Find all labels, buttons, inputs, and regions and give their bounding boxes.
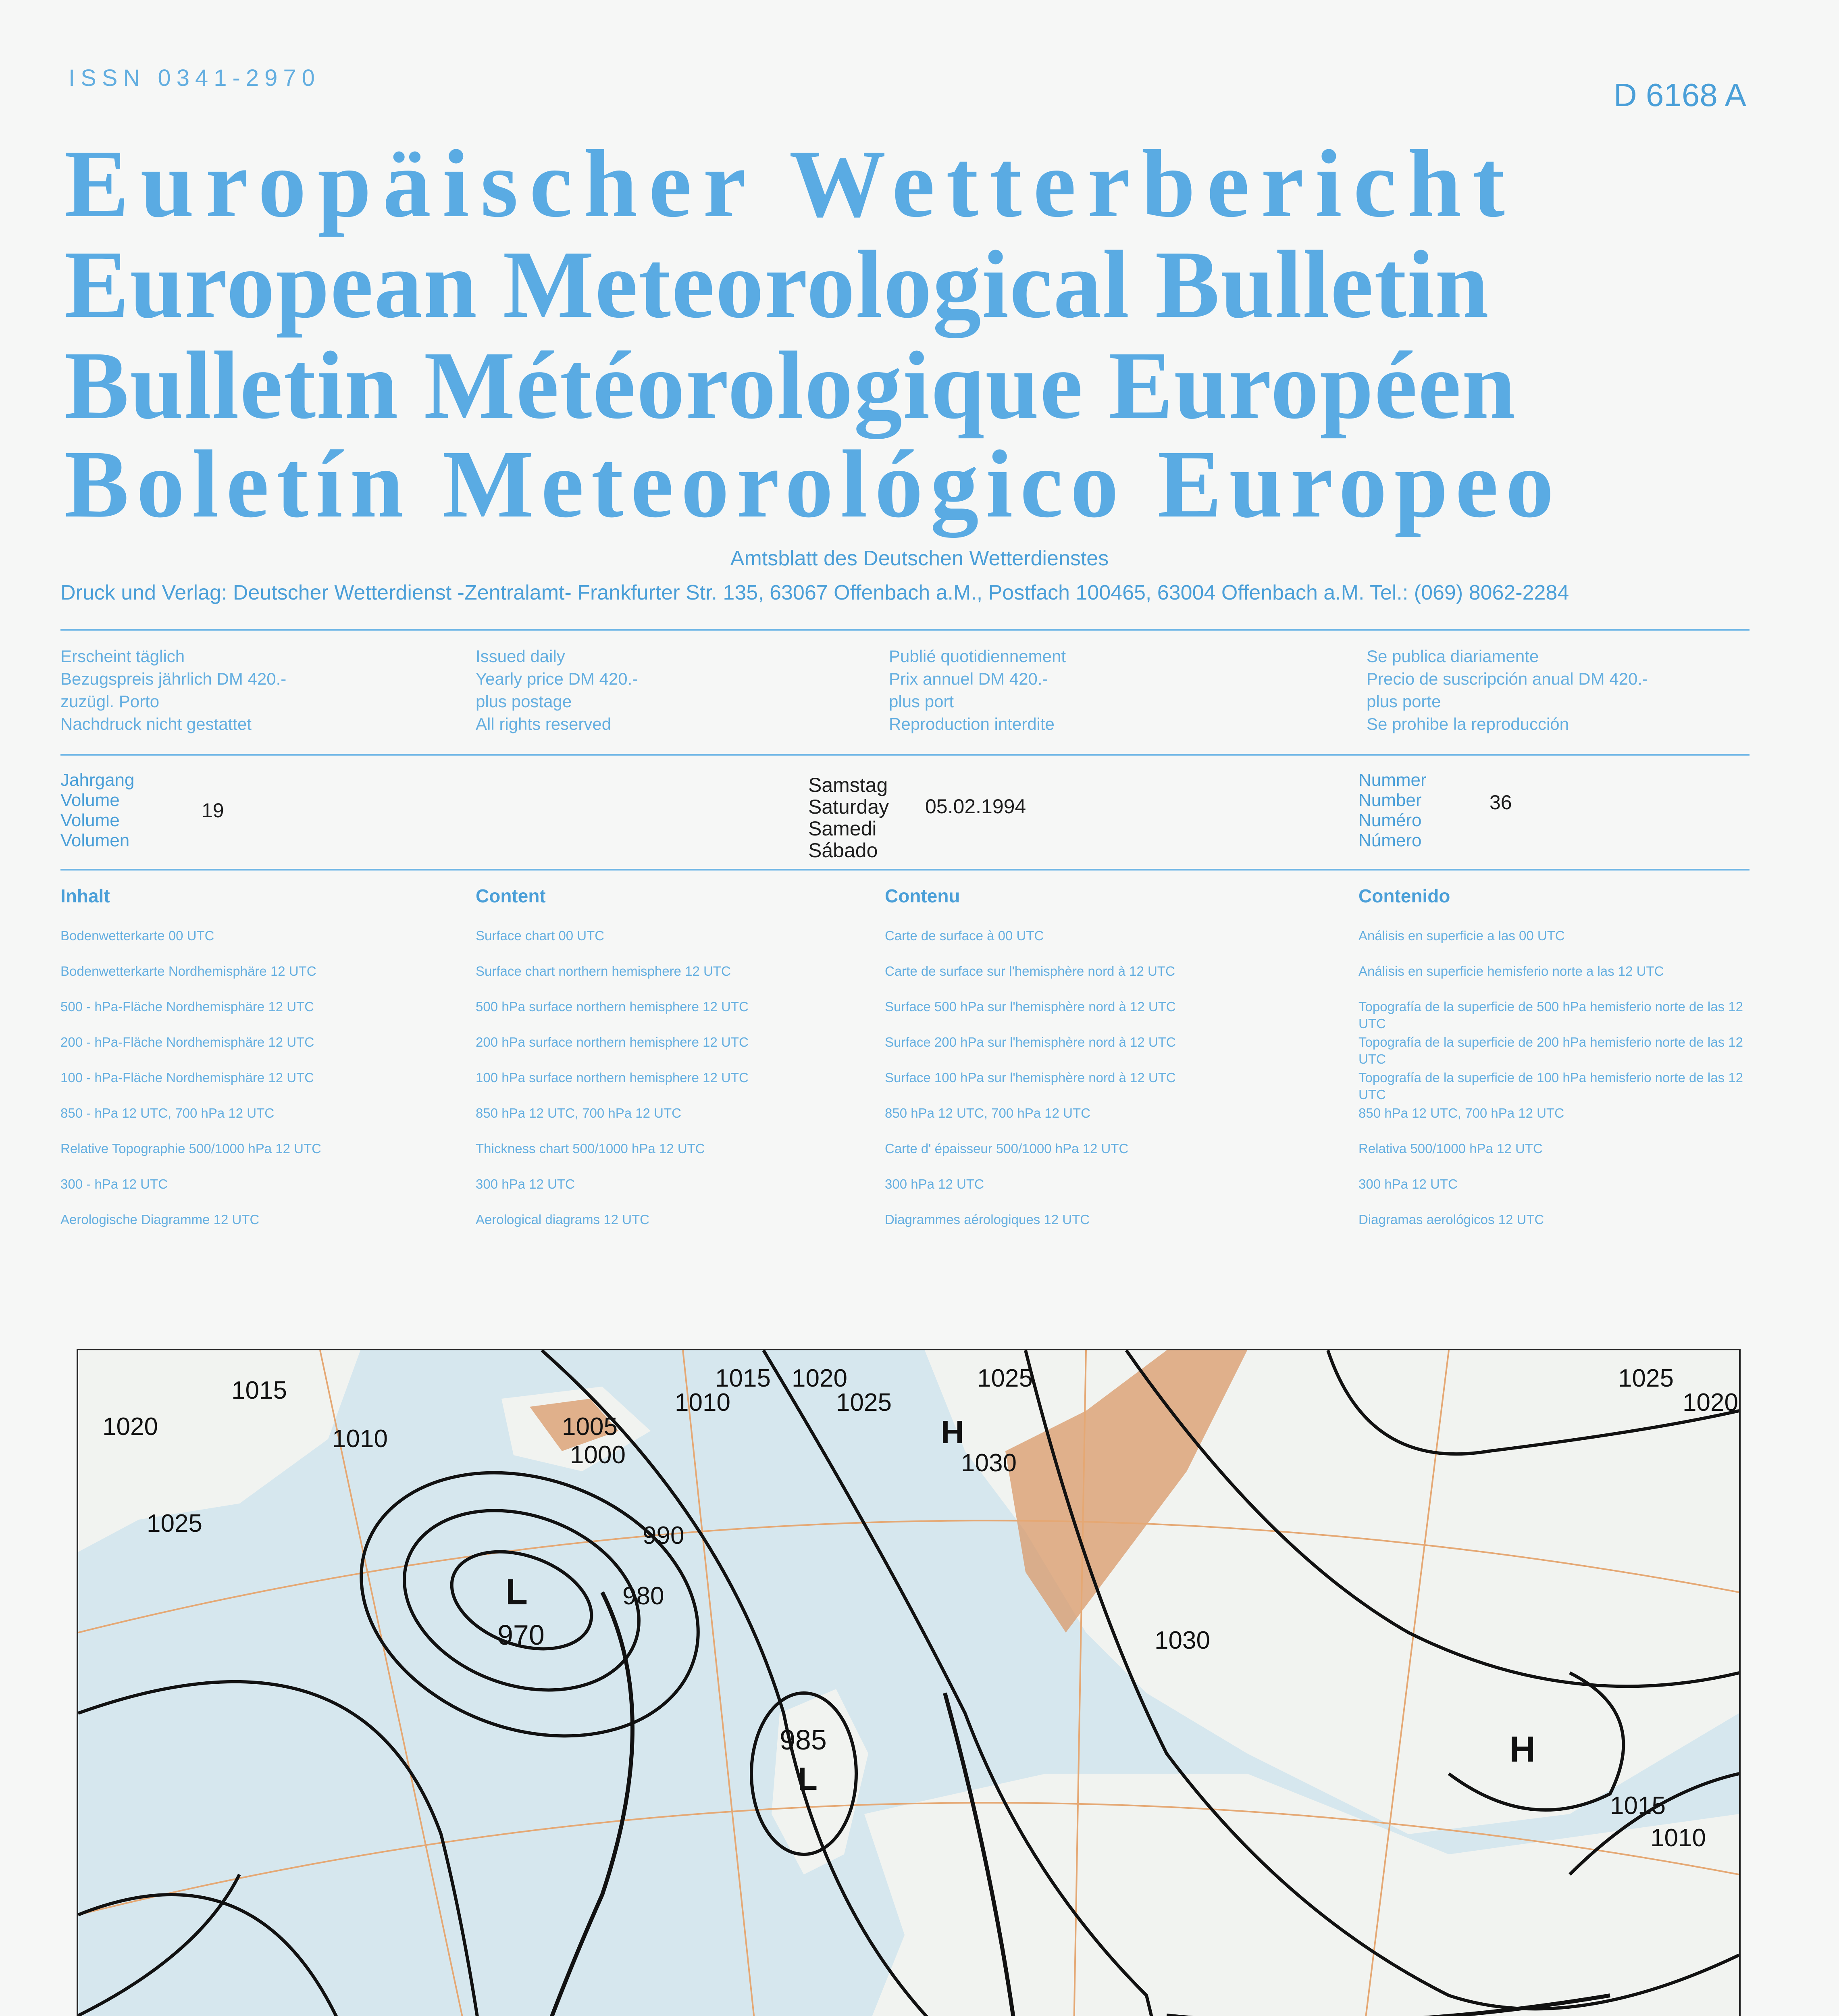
list-item: Topografía de la superficie de 200 hPa hemisferio norte de las 12 UTC (1358, 1035, 1743, 1066)
list-item: 300 hPa 12 UTC (885, 1177, 984, 1191)
list-item: 850 - hPa 12 UTC, 700 hPa 12 UTC (60, 1106, 275, 1120)
isobar-label: 1020 (1683, 1389, 1738, 1416)
list-item: Carte de surface à 00 UTC (885, 928, 1044, 943)
list-item: Aerologische Diagramme 12 UTC (60, 1212, 260, 1227)
divider (60, 869, 1750, 871)
contents-header-french: Contenu (885, 885, 960, 906)
list-item: Bodenwetterkarte 00 UTC (60, 928, 214, 943)
title-french: Bulletin Météorologique Européen (64, 331, 1517, 439)
isobar-label: 1025 (147, 1510, 202, 1537)
isobar-label: 1015 (715, 1364, 771, 1392)
list-item: Relative Topographie 500/1000 hPa 12 UTC (60, 1141, 321, 1156)
list-item: Topografía de la superficie de 500 hPa hemisferio norte de las 12 UTC (1358, 999, 1743, 1031)
list-item: Carte de surface sur l'hemisphère nord à 12 UTC (885, 964, 1175, 979)
list-item: 200 hPa surface northern hemisphere 12 UTC (476, 1035, 749, 1050)
contents-header-spanish: Contenido (1358, 885, 1450, 906)
isobar-label: 1015 (1610, 1792, 1666, 1820)
list-item: Carte d' épaisseur 500/1000 hPa 12 UTC (885, 1141, 1129, 1156)
issue-number: 36 (1490, 791, 1512, 814)
publication-info-spanish: Se publica diariamente Precio de suscripción anual DM 420.- plus porte Se prohibe la reproducción (1367, 647, 1648, 733)
list-item: Surface 200 hPa sur l'hemisphère nord à 12 UTC (885, 1035, 1176, 1050)
isobar-label: 1030 (961, 1449, 1017, 1477)
title-english: European Meteorological Bulletin (64, 231, 1490, 338)
list-item: 300 hPa 12 UTC (476, 1177, 575, 1191)
publication-info-english: Issued daily Yearly price DM 420.- plus postage All rights reserved (476, 647, 638, 733)
list-item: Análisis en superficie hemisferio norte a las 12 UTC (1358, 964, 1664, 979)
low-center-letter: L (798, 1761, 818, 1797)
list-item: 850 hPa 12 UTC, 700 hPa 12 UTC (885, 1106, 1090, 1120)
official-gazette-line: Amtsblatt des Deutschen Wetterdienstes (730, 547, 1109, 570)
list-item: Surface chart northern hemisphere 12 UTC (476, 964, 731, 979)
isobar-label: 990 (643, 1522, 684, 1549)
list-item: 850 hPa 12 UTC, 700 hPa 12 UTC (1358, 1106, 1564, 1120)
list-item: Aerological diagrams 12 UTC (476, 1212, 650, 1227)
high-center-letter: H (941, 1414, 964, 1450)
list-item: 100 - hPa-Fläche Nordhemisphäre 12 UTC (60, 1070, 314, 1085)
list-item: Análisis en superficie a las 00 UTC (1358, 928, 1565, 943)
isobar-label: 1000 (570, 1441, 626, 1469)
isobar-label: 1010 (1650, 1824, 1706, 1852)
low-center-letter: L (506, 1572, 528, 1612)
title-spanish: Boletín Meteorológico Europeo (64, 430, 1561, 537)
list-item: 300 hPa 12 UTC (1358, 1177, 1458, 1191)
list-item: Surface 500 hPa sur l'hemisphère nord à 12 UTC (885, 999, 1176, 1014)
isobar-label: 1025 (977, 1364, 1033, 1392)
list-item: Diagramas aerológicos 12 UTC (1358, 1212, 1544, 1227)
isobar-label: 1010 (675, 1389, 730, 1416)
list-item: Surface 100 hPa sur l'hemisphère nord à 12 UTC (885, 1070, 1176, 1085)
number-labels: Nummer Number Numéro Número (1358, 770, 1427, 850)
isobar-label: 1025 (1618, 1364, 1674, 1392)
publication-info-german: Erscheint täglich Bezugspreis jährlich DM 420.- zuzügl. Porto Nachdruck nicht gestattet (60, 647, 287, 733)
list-item: Bodenwetterkarte Nordhemisphäre 12 UTC (60, 964, 316, 979)
isobar-label: 1020 (102, 1413, 158, 1441)
list-item: Diagrammes aérologiques 12 UTC (885, 1212, 1090, 1227)
title-german: Europäischer Wetterbericht (64, 130, 1516, 237)
isobar-label: 1005 (562, 1413, 618, 1441)
divider (60, 629, 1750, 631)
contents-list-spanish (1358, 927, 1745, 1247)
low-center-pressure: 970 (497, 1619, 545, 1651)
contents-list-german (60, 927, 460, 1247)
publisher-line: Druck und Verlag: Deutscher Wetterdienst -Zentralamt- Frankfurter Str. 135, 63067 Offenbach a.M., Postfach 100465, 63004 Offenbach a.M. Tel.: (069) 8062-2284 (60, 581, 1569, 604)
issue-date: 05.02.1994 (925, 795, 1026, 818)
contents-list-english (476, 927, 875, 1247)
document-number: D 6168 A (1613, 77, 1746, 113)
list-item: 500 - hPa-Fläche Nordhemisphäre 12 UTC (60, 999, 314, 1014)
volume-labels: Jahrgang Volume Volume Volumen (60, 770, 135, 850)
weekday-labels: Samstag Saturday Samedi Sábado (808, 774, 889, 862)
isobar-label: 1025 (836, 1389, 892, 1416)
issn: ISSN 0341-2970 (69, 65, 320, 91)
volume-number: 19 (202, 799, 224, 822)
list-item: 200 - hPa-Fläche Nordhemisphäre 12 UTC (60, 1035, 314, 1050)
isobar-label: 1015 (231, 1377, 287, 1404)
isobar-label: 1030 (1155, 1627, 1210, 1654)
list-item: 500 hPa surface northern hemisphere 12 UTC (476, 999, 749, 1014)
list-item: Surface chart 00 UTC (476, 928, 605, 943)
low-center-pressure: 985 (780, 1724, 827, 1756)
surface-weather-map (77, 1349, 1741, 2016)
isobar-label: 980 (622, 1582, 664, 1610)
list-item: Relativa 500/1000 hPa 12 UTC (1358, 1141, 1543, 1156)
contents-list-french (885, 927, 1348, 1247)
publication-info-french: Publié quotidiennement Prix annuel DM 420.- plus port Reproduction interdite (889, 647, 1066, 733)
isobar-label: 1010 (332, 1425, 388, 1453)
list-item: 300 - hPa 12 UTC (60, 1177, 168, 1191)
contents-header-english: Content (476, 885, 546, 906)
list-item: Thickness chart 500/1000 hPa 12 UTC (476, 1141, 705, 1156)
isobar-label: 1020 (792, 1364, 847, 1392)
contents-header-german: Inhalt (60, 885, 110, 906)
list-item: 100 hPa surface northern hemisphere 12 UTC (476, 1070, 749, 1085)
high-center-letter: H (1509, 1729, 1535, 1770)
list-item: 850 hPa 12 UTC, 700 hPa 12 UTC (476, 1106, 681, 1120)
list-item: Topografía de la superficie de 100 hPa hemisferio norte de las 12 UTC (1358, 1070, 1743, 1102)
divider (60, 754, 1750, 756)
